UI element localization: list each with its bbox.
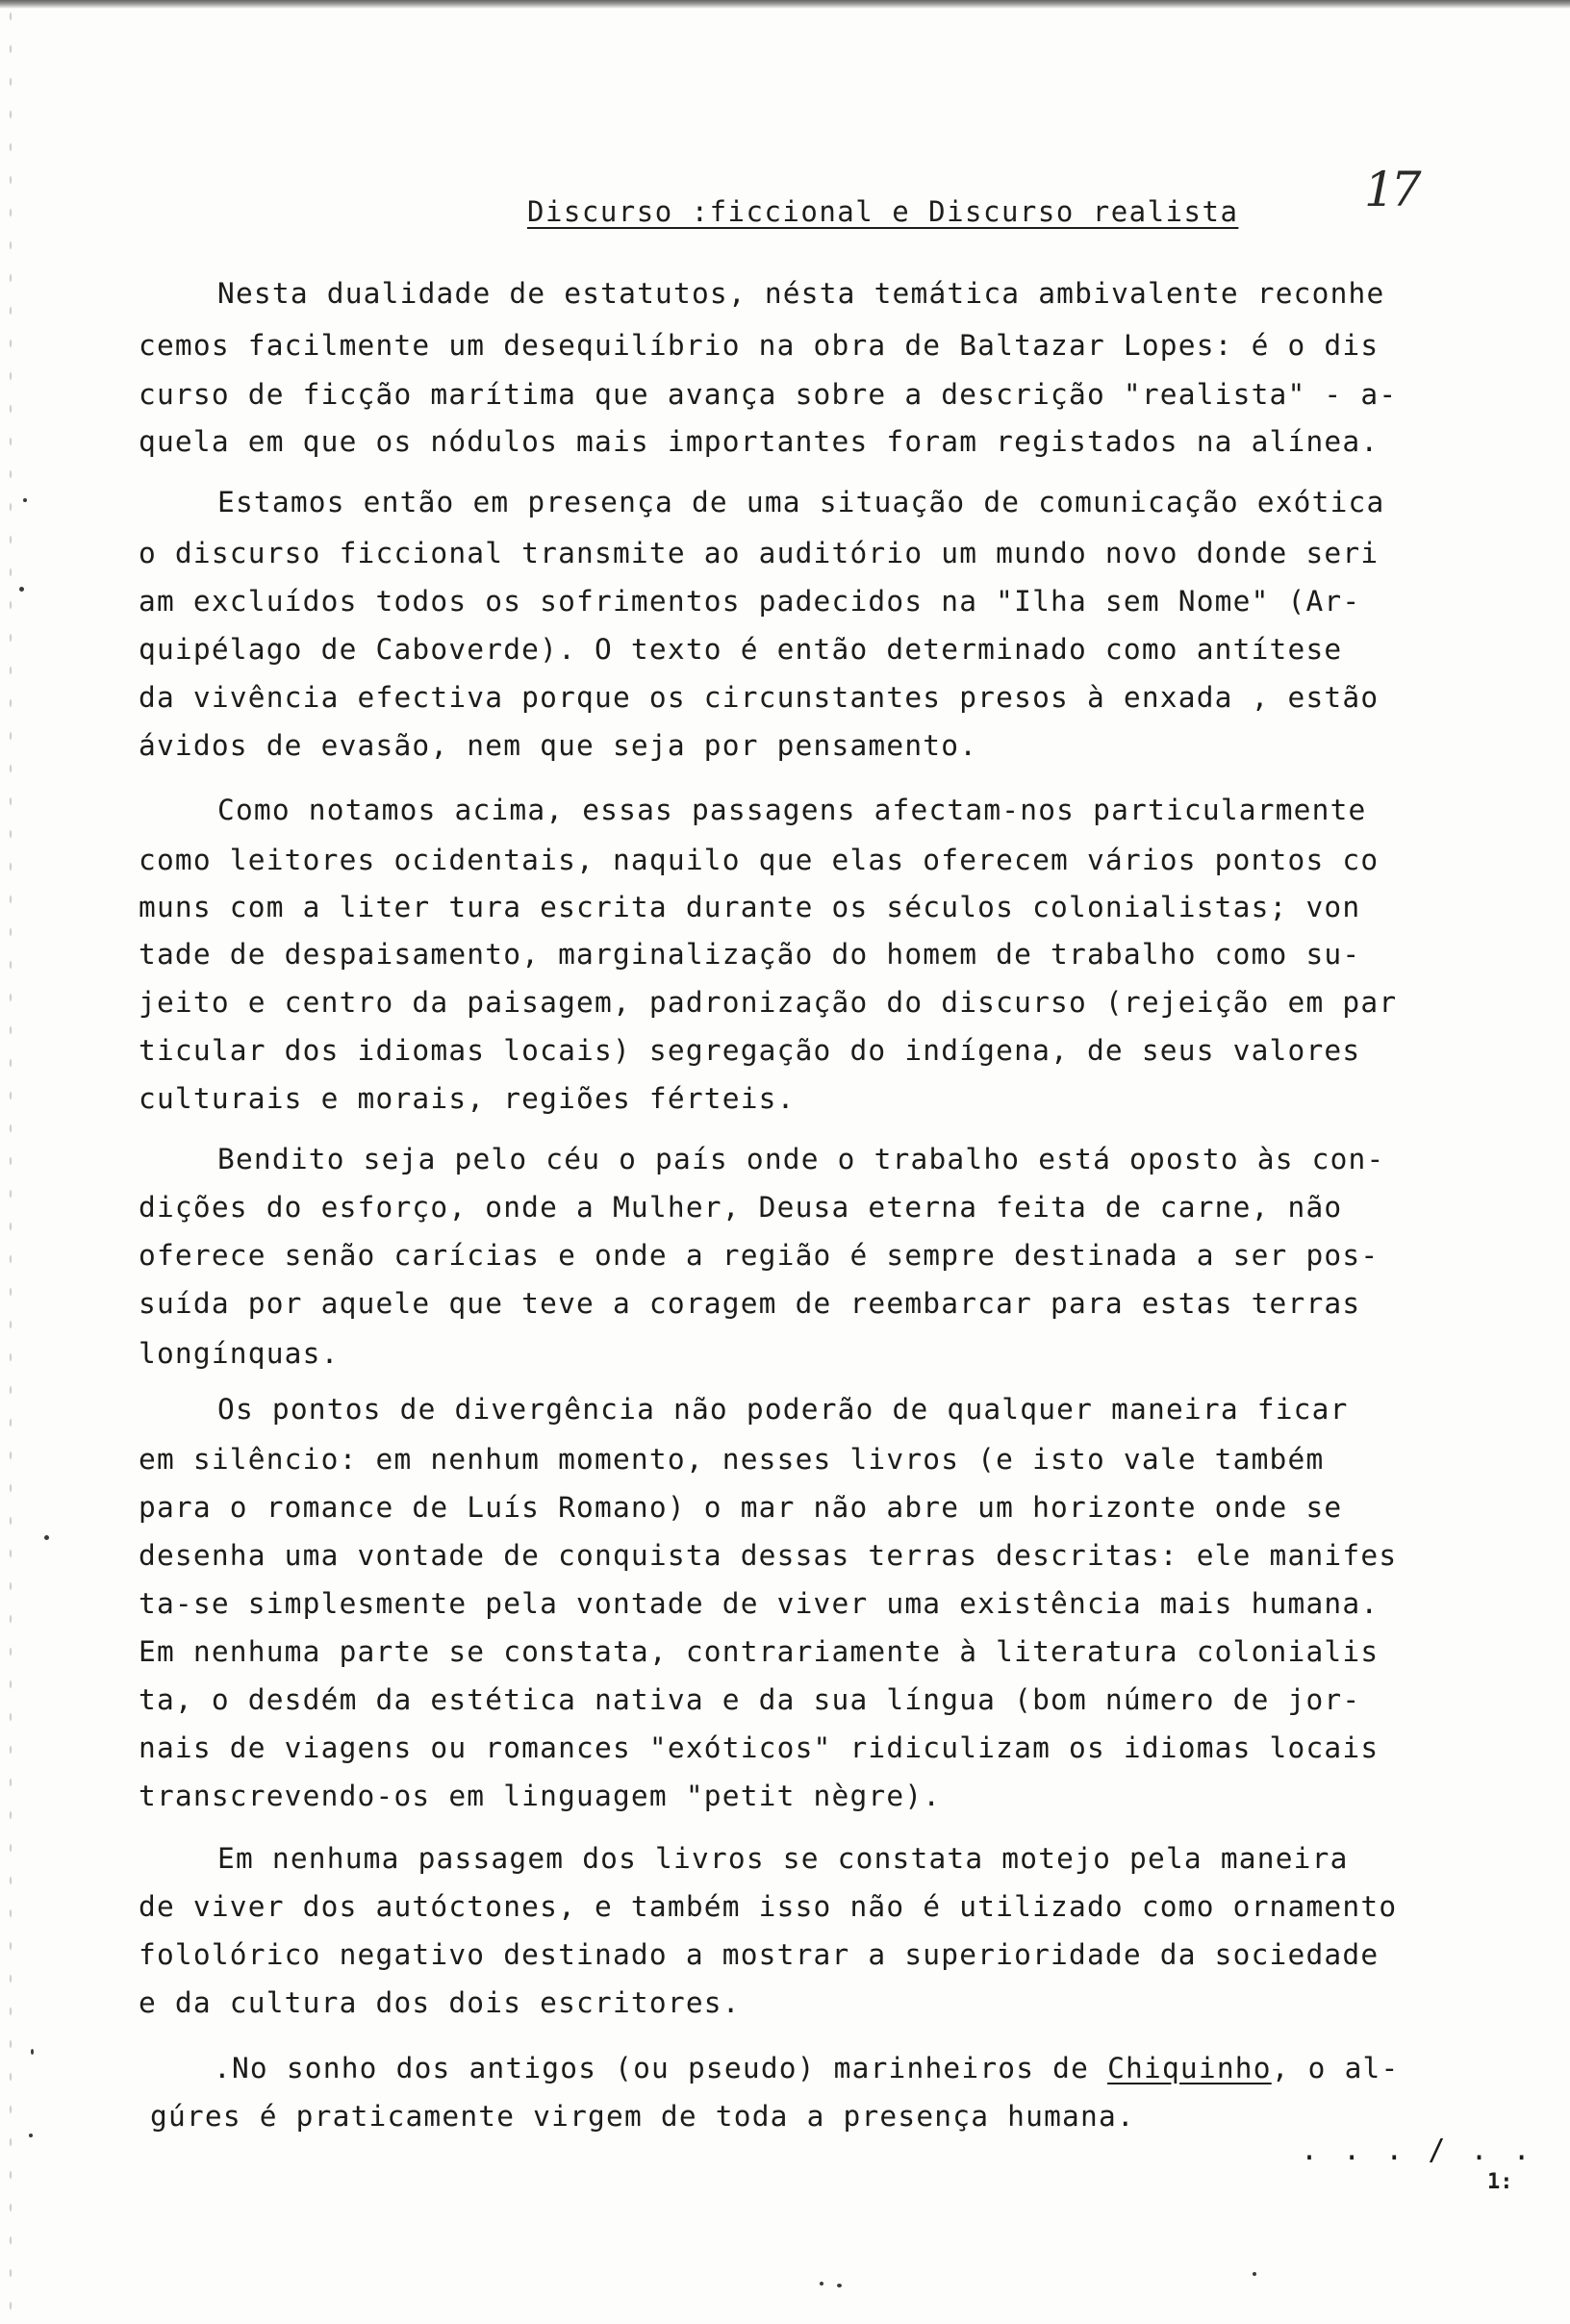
text-line [214, 2052, 1399, 2084]
continuation-mark: . . . / . . [1301, 2134, 1534, 2167]
text-line: fololórico negativo destinado a mostrar a superioridade da sociedade [139, 1938, 1380, 1971]
text-line: e da cultura dos dois escritores. [139, 1986, 741, 2019]
text-line: Nesta dualidade de estatutos, nésta temática ambivalente reconhe [217, 277, 1385, 310]
scan-speck [23, 498, 27, 502]
text-line: Os pontos de divergência não poderão de qualquer maneira ficar [217, 1393, 1349, 1426]
text-line: em silêncio: em nenhum momento, nesses livros (e isto vale também [139, 1443, 1325, 1476]
text-line: de viver dos autóctones, e também isso não é utilizado como ornamento [139, 1890, 1398, 1923]
scan-speck [19, 587, 24, 592]
scan-speck [31, 2049, 34, 2055]
text-line: para o romance de Luís Romano) o mar não abre um horizonte onde se [139, 1491, 1343, 1524]
text-line: quipélago de Caboverde). O texto é então determinado como antítese [139, 633, 1343, 666]
text-line: transcrevendo-os em linguagem "petit nègre). [139, 1780, 942, 1812]
text-line: suída por aquele que teve a coragem de reembarcar para estas terras [139, 1287, 1361, 1320]
text-line: nais de viagens ou romances "exóticos" ridiculizam os idiomas locais [139, 1731, 1380, 1764]
page-number: 17 [1364, 162, 1418, 217]
scan-top-edge [0, 0, 1570, 9]
text-line: ta, o desdém da estética nativa e da sua língua (bom número de jor- [139, 1683, 1361, 1716]
text-line-end: , o al- [1271, 2052, 1400, 2084]
text-line: am excluídos todos os sofrimentos padecidos na "Ilha sem Nome" (Ar- [139, 585, 1361, 618]
text-line: longínquas. [139, 1337, 340, 1370]
underlined-title: Chiquinho [1107, 2052, 1272, 2084]
text-line: Em nenhuma passagem dos livros se constata motejo pela maneira [217, 1842, 1349, 1875]
text-line: Em nenhuma parte se constata, contrariamente à literatura colonialis [139, 1635, 1380, 1668]
text-line: desenha uma vontade de conquista dessas terras descritas: ele manifes [139, 1539, 1398, 1572]
text-line: ávidos de evasão, nem que seja por pensamento. [139, 729, 978, 762]
text-line: jeito e centro da paisagem, padronização do discurso (rejeição em par [139, 986, 1398, 1019]
text-line-start: .No sonho dos antigos (ou pseudo) marinheiros de [214, 2052, 1108, 2084]
text-line: muns com a liter tura escrita durante os séculos colonialistas; von [139, 891, 1361, 923]
scan-speck [1253, 2272, 1256, 2276]
text-line: o discurso ficcional transmite ao auditório um mundo novo donde seri [139, 537, 1380, 569]
text-line: curso de ficção marítima que avança sobre a descrição "realista" - a- [139, 378, 1398, 411]
text-line: como leitores ocidentais, naquilo que elas oferecem vários pontos co [139, 844, 1380, 876]
scan-speck [44, 1535, 49, 1540]
scan-speck [29, 2134, 33, 2137]
text-line: culturais e morais, regiões férteis. [139, 1082, 796, 1115]
text-line: gúres é praticamente virgem de toda a presença humana. [150, 2100, 1135, 2133]
text-line: dições do esforço, onde a Mulher, Deusa eterna feita de carne, não [139, 1191, 1343, 1224]
text-line: ta-se simplesmente pela vontade de viver uma existência mais humana. [139, 1587, 1380, 1620]
text-line: Bendito seja pelo céu o país onde o trabalho está oposto às con- [217, 1143, 1385, 1175]
text-line: oferece senão carícias e onde a região é sempre destinada a ser pos- [139, 1239, 1380, 1272]
text-line: Estamos então em presença de uma situação de comunicação exótica [217, 486, 1385, 518]
text-line: tade de despaisamento, marginalização do homem de trabalho como su- [139, 938, 1361, 971]
text-line: quela em que os nódulos mais importantes foram registados na alínea. [139, 425, 1380, 458]
scan-speck [837, 2284, 842, 2287]
scan-margin-noise [6, 0, 15, 2324]
scan-speck [820, 2282, 823, 2286]
text-line: cemos facilmente um desequilíbrio na obra de Baltazar Lopes: é o dis [139, 329, 1380, 362]
text-line: ticular dos idiomas locais) segregação do indígena, de seus valores [139, 1034, 1361, 1067]
corner-mark: 1: [1487, 2170, 1513, 2194]
page-title: Discurso :ficcional e Discurso realista [527, 195, 1239, 228]
text-line: da vivência efectiva porque os circunstantes presos à enxada , estão [139, 681, 1380, 714]
text-line: Como notamos acima, essas passagens afectam-nos particularmente [217, 794, 1367, 826]
